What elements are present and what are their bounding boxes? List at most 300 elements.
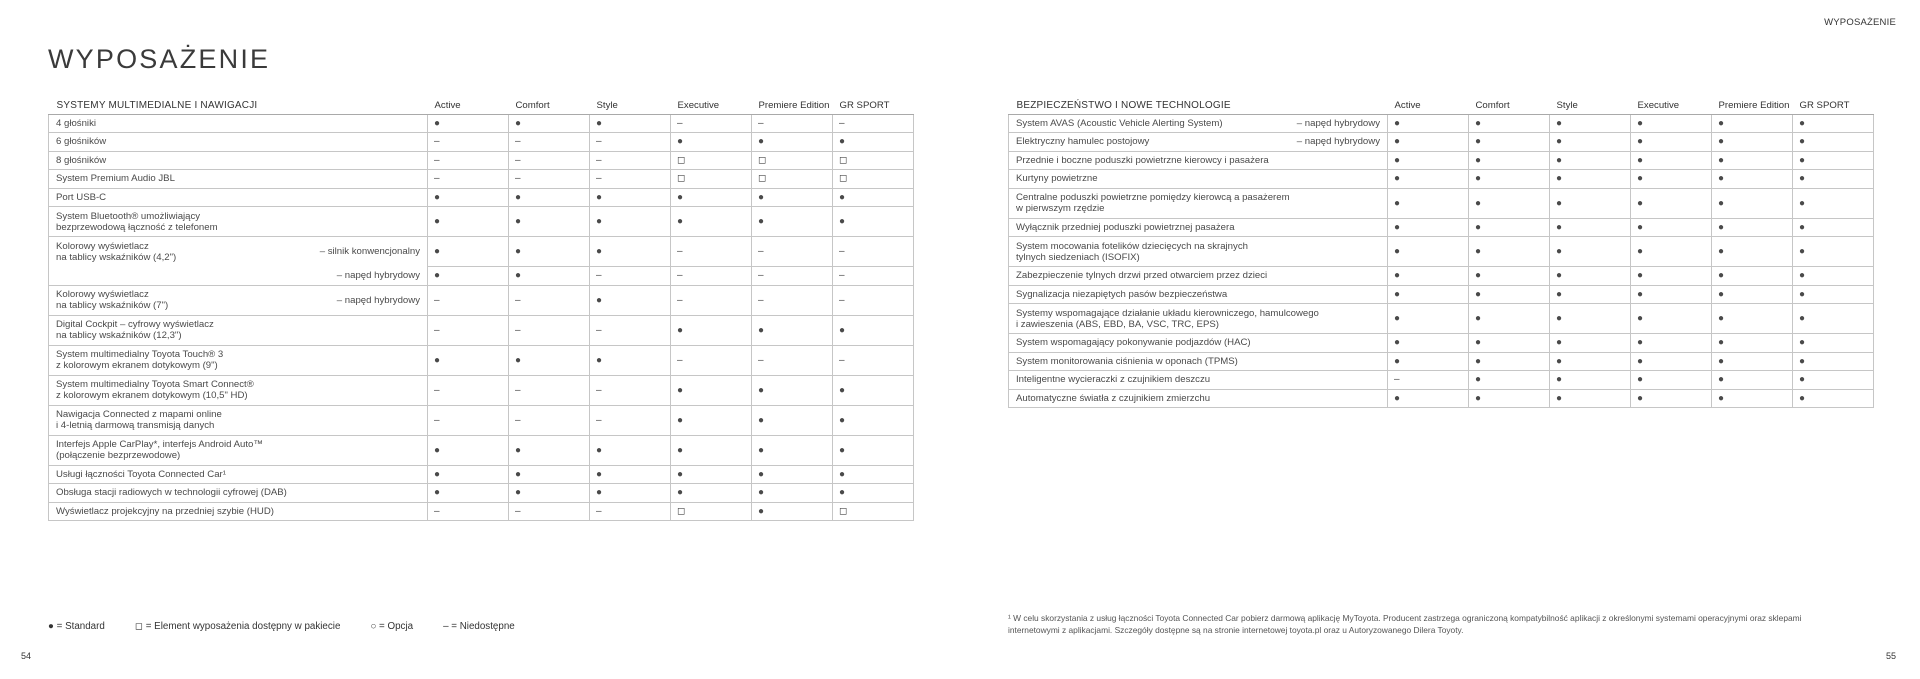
availability-cell: ● [1550,188,1631,218]
table-row [49,375,914,405]
availability-cell: ● [1550,267,1631,286]
availability-cell: – [833,267,914,286]
table-row [49,435,914,465]
availability-cell: ● [1712,114,1793,133]
availability-cell: – [752,237,833,267]
availability-cell: ● [671,484,752,503]
availability-cell: ● [833,375,914,405]
legend-standard: ● = Standard [48,621,105,632]
availability-cell: ● [1631,188,1712,218]
row-variant-label: – silnik konwencjonalny [319,246,420,257]
availability-cell: ● [1793,188,1874,218]
row-label-cell [1009,114,1388,133]
availability-cell: ● [1631,334,1712,353]
row-label-cell [1009,352,1388,371]
availability-cell: ● [1469,285,1550,304]
row-label: Systemy wspomagające działanie układu kierowniczego, hamulcowego i zawieszenia (ABS, EBD, BA, VSC, TRC, EPS) [1016,307,1319,330]
availability-cell: – [671,267,752,286]
table-row [49,405,914,435]
availability-cell: ◻ [671,151,752,170]
availability-cell: ● [590,345,671,375]
availability-cell: – [428,405,509,435]
availability-cell: ● [428,237,509,267]
table-row [49,285,914,315]
availability-cell: ● [1469,170,1550,189]
row-label-cell [49,285,428,315]
availability-cell: ● [1712,188,1793,218]
row-variant-label: – napęd hybrydowy [1296,117,1380,129]
availability-cell: ● [1388,352,1469,371]
table-row [1009,237,1874,267]
availability-cell: ● [1388,389,1469,408]
row-label: 6 głośników [56,136,107,148]
availability-cell: – [671,285,752,315]
availability-cell: ● [1631,267,1712,286]
row-label-cell [49,435,428,465]
availability-cell: ● [1550,304,1631,334]
availability-cell: ● [1388,267,1469,286]
row-label: System wspomagający pokonywanie podjazdów (HAC) [1016,337,1251,349]
availability-cell: ● [1793,389,1874,408]
availability-cell: ● [1631,170,1712,189]
availability-cell: ● [509,114,590,133]
availability-cell: ● [1793,133,1874,152]
availability-cell: ◻ [833,151,914,170]
row-label: Przednie i boczne poduszki powietrzne kierowcy i pasażera [1016,154,1269,166]
row-label: Usługi łączności Toyota Connected Car¹ [56,468,226,480]
availability-cell: ● [1712,237,1793,267]
column-header: Executive [1631,86,1712,114]
availability-cell: ● [1469,237,1550,267]
row-label-cell [49,170,428,189]
availability-cell: ● [428,465,509,484]
row-label-cell [49,207,428,237]
availability-cell: – [509,151,590,170]
availability-cell: – [752,267,833,286]
availability-cell: – [833,237,914,267]
column-header: GR SPORT [833,86,914,114]
availability-cell: ● [1469,114,1550,133]
availability-cell: – [428,151,509,170]
table-row [49,170,914,189]
availability-cell: ● [1469,352,1550,371]
availability-cell: – [509,133,590,152]
table-row [49,133,914,152]
page-number-right: 55 [1885,651,1896,661]
availability-cell: ◻ [671,502,752,521]
availability-cell: ● [428,267,509,286]
availability-cell: ● [509,267,590,286]
availability-cell: – [590,267,671,286]
section-title: SYSTEMY MULTIMEDIALNE I NAWIGACJI [49,86,428,114]
row-variant-label: – napęd hybrydowy [1296,136,1380,148]
availability-cell: ● [1388,151,1469,170]
availability-cell: ● [1793,237,1874,267]
availability-cell: ● [1469,151,1550,170]
row-label-cell [1009,334,1388,353]
availability-cell: ● [1712,218,1793,237]
legend-option: ○ = Opcja [370,621,414,632]
availability-cell: ● [752,502,833,521]
availability-cell: ● [1550,151,1631,170]
table-row [1009,267,1874,286]
availability-cell: ● [1712,285,1793,304]
availability-cell: ● [1793,114,1874,133]
availability-cell: – [509,315,590,345]
availability-cell: ● [833,465,914,484]
availability-cell: ● [1469,267,1550,286]
row-label: System monitorowania ciśnienia w oponach (TPMS) [1016,355,1238,367]
availability-cell: – [428,133,509,152]
availability-cell: ● [1631,285,1712,304]
availability-cell: ● [1388,304,1469,334]
availability-cell: ● [428,484,509,503]
availability-cell: ● [1712,334,1793,353]
availability-cell: ◻ [752,151,833,170]
column-header: Active [1388,86,1469,114]
availability-cell: ● [1550,114,1631,133]
table-row [1009,151,1874,170]
availability-cell: – [752,114,833,133]
availability-cell: ● [1793,352,1874,371]
availability-cell: ● [1469,334,1550,353]
availability-cell: ● [590,484,671,503]
availability-cell: – [833,114,914,133]
availability-cell: ● [671,405,752,435]
availability-cell: ● [1388,285,1469,304]
column-header: Style [590,86,671,114]
row-label: Centralne poduszki powietrzne pomiędzy kierowcą a pasażerem w pierwszym rzędzie [1016,192,1290,214]
row-label: System Bluetooth® umożliwiający bezprzewodową łączność z telefonem [56,210,218,233]
availability-cell: ● [1712,151,1793,170]
row-label: System multimedialny Toyota Touch® 3 z kolorowym ekranem dotykowym (9") [56,349,224,371]
table-row [49,237,914,267]
row-label-cell [1009,304,1388,334]
availability-cell: ● [671,465,752,484]
availability-cell: ● [1631,352,1712,371]
availability-cell: ● [1793,170,1874,189]
availability-cell: ● [1550,237,1631,267]
availability-cell: ◻ [752,170,833,189]
column-header: Active [428,86,509,114]
availability-cell: ● [752,133,833,152]
row-label-cell [1009,151,1388,170]
footnote: ¹ W celu skorzystania z usług łączności Toyota Connected Car pobierz darmową aplikację MyToyota. Producent zastrzega ograniczoną kompatybilność aplikacji z określonymi systemami operacyjnymi oraz sklepami internetowymi z aplikacjami. Szczegóły dostępne są na stronie internetowej toyota.pl oraz u Autoryzowanego Dilera Toyoty. [1008,613,1802,635]
availability-cell: ● [1550,133,1631,152]
table-row [49,151,914,170]
availability-cell: ● [590,237,671,267]
column-header: Premiere Edition [752,86,833,114]
availability-cell: – [590,315,671,345]
row-label-cell [49,484,428,503]
availability-cell: ● [752,375,833,405]
availability-cell: ● [590,188,671,207]
table-row [49,188,914,207]
availability-cell: ● [509,484,590,503]
table-header-row [1009,86,1874,114]
availability-cell: – [428,375,509,405]
row-label-cell [49,114,428,133]
availability-cell: ● [1712,389,1793,408]
availability-cell: ● [752,207,833,237]
availability-cell: ● [590,114,671,133]
availability-cell: ● [1469,218,1550,237]
row-label-cell [1009,285,1388,304]
availability-cell: ● [1631,218,1712,237]
availability-cell: ● [833,207,914,237]
availability-cell: ● [1469,188,1550,218]
availability-cell: ● [1388,218,1469,237]
row-label: Kolorowy wyświetlacz na tablicy wskaźników (4,2") [56,240,177,263]
availability-cell: ● [1631,114,1712,133]
availability-cell: – [671,114,752,133]
section-title: BEZPIECZEŃSTWO I NOWE TECHNOLOGIE [1009,86,1388,114]
availability-cell: ● [671,188,752,207]
availability-cell: ● [509,207,590,237]
row-label: System multimedialny Toyota Smart Connect® z kolorowym ekranem dotykowym (10,5" HD) [56,379,254,401]
availability-cell: ● [1550,218,1631,237]
availability-cell: ● [1712,352,1793,371]
table-row [49,315,914,345]
row-label: Kurtyny powietrzne [1016,173,1098,185]
availability-cell: ● [833,315,914,345]
table-row [1009,188,1874,218]
row-label: Kolorowy wyświetlacz na tablicy wskaźników (7") [56,289,169,311]
availability-cell: ● [671,375,752,405]
availability-cell: ● [1469,371,1550,390]
row-label-cell [49,188,428,207]
availability-cell: ● [1388,114,1469,133]
row-variant-label: – napęd hybrydowy [336,294,420,306]
availability-cell: ● [1793,334,1874,353]
availability-cell: ● [1550,352,1631,371]
availability-cell: ● [1793,151,1874,170]
availability-cell: – [509,170,590,189]
table-row [1009,133,1874,152]
availability-cell: ● [1793,285,1874,304]
availability-cell: – [428,285,509,315]
availability-cell: ● [1631,133,1712,152]
availability-cell: ● [428,345,509,375]
table-row [1009,371,1874,390]
row-label-cell [49,502,428,521]
availability-cell: – [671,345,752,375]
availability-cell: ● [1550,371,1631,390]
row-label: Obsługa stacji radiowych w technologii cyfrowej (DAB) [56,487,287,499]
column-header: Premiere Edition [1712,86,1793,114]
row-label-cell [49,465,428,484]
availability-cell: ● [428,207,509,237]
availability-cell: ● [509,188,590,207]
availability-cell: ● [752,315,833,345]
availability-cell: ● [1712,170,1793,189]
availability-cell: ◻ [671,170,752,189]
multimedia-table [48,86,914,521]
availability-cell: ● [752,435,833,465]
row-label: 8 głośników [56,154,107,166]
column-header: Style [1550,86,1631,114]
row-label: Interfejs Apple CarPlay*, interfejs Android Auto™ (połączenie bezprzewodowe) [56,439,263,461]
table-row [49,114,914,133]
row-label: Sygnalizacja niezapiętych pasów bezpieczeństwa [1016,288,1228,300]
availability-cell: ● [1388,188,1469,218]
row-label-cell [49,237,428,267]
row-label-cell [1009,267,1388,286]
availability-cell: ● [1550,389,1631,408]
availability-cell: ● [1631,151,1712,170]
legend [48,621,545,632]
row-label-cell [49,151,428,170]
table-row [49,267,914,286]
availability-cell: ● [1712,371,1793,390]
row-label: Automatyczne światła z czujnikiem zmierzchu [1016,392,1211,404]
row-label-cell [49,315,428,345]
availability-cell: – [833,285,914,315]
table-row [1009,170,1874,189]
table-row [1009,114,1874,133]
availability-cell: ● [1388,170,1469,189]
availability-cell: ● [833,484,914,503]
availability-cell: – [428,315,509,345]
legend-unavailable: – = Niedostępne [443,621,515,632]
availability-cell: ● [671,133,752,152]
row-label-cell [1009,237,1388,267]
table-row [49,207,914,237]
availability-cell: ● [1793,304,1874,334]
availability-cell: – [428,170,509,189]
row-label: Inteligentne wycieraczki z czujnikiem deszczu [1016,374,1211,386]
availability-cell: – [590,151,671,170]
row-label-cell [1009,218,1388,237]
availability-cell: ● [1793,371,1874,390]
availability-cell: ● [1388,334,1469,353]
availability-cell: – [590,133,671,152]
availability-cell: ● [1631,237,1712,267]
availability-cell: – [509,405,590,435]
availability-cell: – [752,285,833,315]
availability-cell: – [1388,371,1469,390]
row-label: Wyświetlacz projekcyjny na przedniej szybie (HUD) [56,505,274,517]
availability-cell: – [590,405,671,435]
column-header: GR SPORT [1793,86,1874,114]
availability-cell: – [509,375,590,405]
row-label-cell [1009,389,1388,408]
table-row [1009,218,1874,237]
availability-cell: ● [428,188,509,207]
availability-cell: ● [1631,371,1712,390]
row-label: Zabezpieczenie tylnych drzwi przed otwarciem przez dzieci [1016,270,1268,282]
availability-cell: – [590,502,671,521]
running-header: WYPOSAŻENIE [1824,17,1896,28]
availability-cell: ● [1550,170,1631,189]
availability-cell: ● [1631,389,1712,408]
row-label-cell [49,405,428,435]
row-label-cell [49,375,428,405]
legend-package: ◻ = Element wyposażenia dostępny w pakiecie [134,621,341,632]
availability-cell: ● [671,315,752,345]
availability-cell: ● [1388,133,1469,152]
row-label-cell [49,133,428,152]
availability-cell: ● [833,435,914,465]
availability-cell: ● [1469,304,1550,334]
row-label: 4 głośniki [56,117,96,129]
row-label-cell [1009,170,1388,189]
availability-cell: ● [1712,267,1793,286]
availability-cell: – [509,285,590,315]
availability-cell: ● [509,435,590,465]
page-title: WYPOSAŻENIE [48,44,271,74]
safety-table [1008,86,1874,408]
row-label: System mocowania fotelików dziecięcych na skrajnych tylnych siedzeniach (ISOFIX) [1016,240,1248,263]
page-number-left: 54 [21,651,32,661]
availability-cell: ● [590,435,671,465]
availability-cell: ● [1388,237,1469,267]
row-label: Port USB-C [56,191,107,203]
column-header: Executive [671,86,752,114]
table-header-row [49,86,914,114]
availability-cell: ● [509,345,590,375]
availability-cell: ● [833,188,914,207]
availability-cell: ● [1712,133,1793,152]
row-label-cell [1009,188,1388,218]
availability-cell: ● [590,465,671,484]
availability-cell: ● [590,285,671,315]
row-label: System AVAS (Acoustic Vehicle Alerting System) [1016,117,1223,129]
availability-cell: ● [1631,304,1712,334]
availability-cell: – [671,237,752,267]
table-row [49,484,914,503]
row-label: System Premium Audio JBL [56,173,175,185]
availability-cell: ● [1469,133,1550,152]
availability-cell: ● [1793,267,1874,286]
availability-cell: ◻ [833,502,914,521]
table-row [1009,389,1874,408]
availability-cell: – [428,502,509,521]
table-row [49,502,914,521]
availability-cell: ● [509,237,590,267]
availability-cell: ● [752,188,833,207]
row-label-cell [49,267,428,286]
availability-cell: ● [428,114,509,133]
availability-cell: ● [833,133,914,152]
availability-cell: ● [671,435,752,465]
availability-cell: ● [833,405,914,435]
table-row [1009,304,1874,334]
availability-cell: ● [1469,389,1550,408]
availability-cell: ● [590,207,671,237]
availability-cell: ● [752,405,833,435]
availability-cell: ● [1712,304,1793,334]
table-row [49,345,914,375]
row-variant-label: – napęd hybrydowy [336,270,420,282]
availability-cell: ● [1793,218,1874,237]
row-label-cell [1009,133,1388,152]
column-header: Comfort [509,86,590,114]
row-label-cell [49,345,428,375]
column-header: Comfort [1469,86,1550,114]
availability-cell: – [752,345,833,375]
availability-cell: ● [752,484,833,503]
table-row [1009,334,1874,353]
table-row [1009,285,1874,304]
availability-cell: ● [752,465,833,484]
row-label: Digital Cockpit – cyfrowy wyświetlacz na tablicy wskaźników (12,3") [56,319,214,341]
row-label: Nawigacja Connected z mapami online i 4-letnią darmową transmisją danych [56,409,222,431]
availability-cell: – [833,345,914,375]
availability-cell: ● [1550,334,1631,353]
table-row [49,465,914,484]
table-row [1009,352,1874,371]
